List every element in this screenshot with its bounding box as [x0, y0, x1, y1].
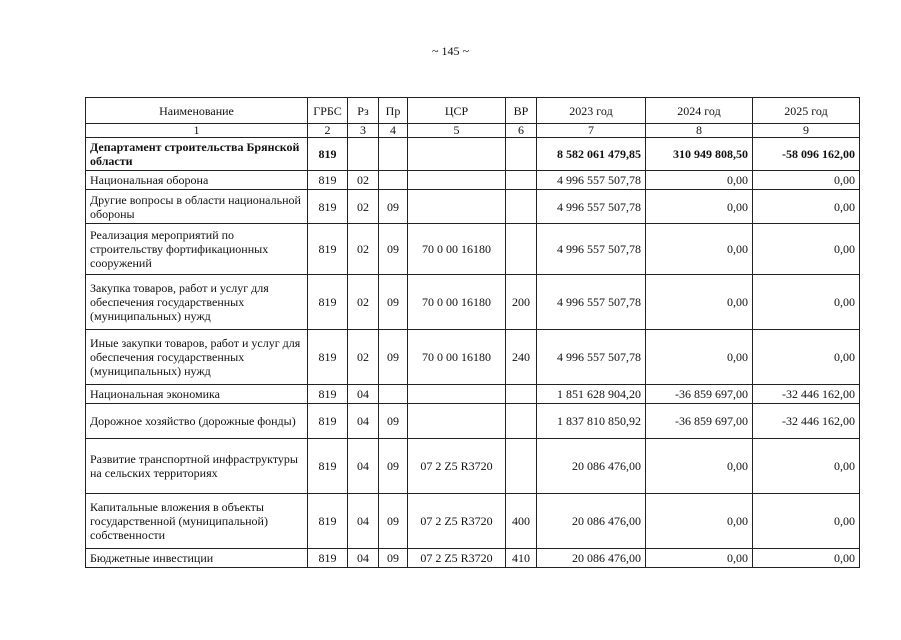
row-vr: 240	[506, 330, 537, 385]
row-pr: 09	[379, 494, 408, 549]
row-grbs: 819	[308, 224, 348, 275]
page-number: ~ 145 ~	[432, 44, 469, 58]
row-grbs: 819	[308, 171, 348, 190]
row-csr: 07 2 Z5 R3720	[408, 494, 506, 549]
table-row	[86, 385, 860, 404]
row-2025: 0,00	[753, 549, 860, 568]
row-rz: 02	[348, 224, 379, 275]
row-grbs: 819	[308, 190, 348, 224]
row-grbs: 819	[308, 330, 348, 385]
row-2023: 4 996 557 507,78	[537, 224, 646, 275]
col-header: ЦСР	[408, 98, 506, 124]
row-pr: 09	[379, 224, 408, 275]
row-2024: 0,00	[646, 224, 753, 275]
column-number: 2	[308, 124, 348, 138]
row-csr	[408, 385, 506, 404]
row-2023: 8 582 061 479,85	[537, 138, 646, 171]
row-2023: 4 996 557 507,78	[537, 275, 646, 330]
row-name: Национальная экономика	[86, 385, 308, 404]
row-grbs: 819	[308, 385, 348, 404]
row-vr: 200	[506, 275, 537, 330]
row-2023: 1 837 810 850,92	[537, 404, 646, 439]
row-2023: 4 996 557 507,78	[537, 190, 646, 224]
row-rz: 04	[348, 439, 379, 494]
table-row	[86, 275, 860, 330]
column-number: 4	[379, 124, 408, 138]
row-pr: 09	[379, 190, 408, 224]
row-csr: 07 2 Z5 R3720	[408, 439, 506, 494]
row-csr: 70 0 00 16180	[408, 275, 506, 330]
row-2025: -32 446 162,00	[753, 404, 860, 439]
row-2025: 0,00	[753, 494, 860, 549]
row-grbs: 819	[308, 404, 348, 439]
table-row	[86, 190, 860, 224]
row-name: Национальная оборона	[86, 171, 308, 190]
row-vr	[506, 385, 537, 404]
table-row	[86, 494, 860, 549]
row-2024: 0,00	[646, 549, 753, 568]
row-rz: 04	[348, 549, 379, 568]
row-rz: 02	[348, 330, 379, 385]
row-rz: 02	[348, 190, 379, 224]
row-2024: 0,00	[646, 494, 753, 549]
row-csr	[408, 138, 506, 171]
row-vr	[506, 439, 537, 494]
row-rz: 04	[348, 385, 379, 404]
row-rz: 04	[348, 404, 379, 439]
row-2023: 4 996 557 507,78	[537, 171, 646, 190]
row-pr	[379, 138, 408, 171]
row-csr	[408, 171, 506, 190]
row-2023: 4 996 557 507,78	[537, 330, 646, 385]
row-2024: 0,00	[646, 190, 753, 224]
column-number: 3	[348, 124, 379, 138]
row-2023: 20 086 476,00	[537, 494, 646, 549]
col-header: 2025 год	[753, 98, 860, 124]
row-pr: 09	[379, 330, 408, 385]
row-name: Другие вопросы в области национальной обороны	[86, 190, 308, 224]
row-2024: 310 949 808,50	[646, 138, 753, 171]
row-2025: -58 096 162,00	[753, 138, 860, 171]
row-grbs: 819	[308, 138, 348, 171]
row-csr	[408, 190, 506, 224]
row-pr: 09	[379, 404, 408, 439]
row-vr: 400	[506, 494, 537, 549]
row-vr	[506, 404, 537, 439]
row-pr: 09	[379, 439, 408, 494]
table-row	[86, 171, 860, 190]
row-pr	[379, 171, 408, 190]
row-vr	[506, 171, 537, 190]
row-2025: 0,00	[753, 275, 860, 330]
row-name: Закупка товаров, работ и услуг для обеспечения государственных (муниципальных) нужд	[86, 275, 308, 330]
row-2024: -36 859 697,00	[646, 404, 753, 439]
col-header: ВР	[506, 98, 537, 124]
row-rz: 02	[348, 171, 379, 190]
row-pr	[379, 385, 408, 404]
row-2024: 0,00	[646, 171, 753, 190]
row-name: Дорожное хозяйство (дорожные фонды)	[86, 404, 308, 439]
column-number: 7	[537, 124, 646, 138]
row-grbs: 819	[308, 439, 348, 494]
row-csr	[408, 404, 506, 439]
row-name: Реализация мероприятий по строительству фортификационных сооружений	[86, 224, 308, 275]
budget-table	[85, 97, 860, 568]
col-header: Наименование	[86, 98, 308, 124]
column-number: 5	[408, 124, 506, 138]
row-name: Департамент строительства Брянской области	[86, 138, 308, 171]
column-number: 9	[753, 124, 860, 138]
column-number: 6	[506, 124, 537, 138]
row-2023: 20 086 476,00	[537, 549, 646, 568]
row-grbs: 819	[308, 549, 348, 568]
row-2025: 0,00	[753, 330, 860, 385]
row-2024: 0,00	[646, 330, 753, 385]
row-rz: 02	[348, 275, 379, 330]
row-2024: 0,00	[646, 439, 753, 494]
row-rz: 04	[348, 494, 379, 549]
row-grbs: 819	[308, 494, 348, 549]
row-vr	[506, 190, 537, 224]
row-2025: 0,00	[753, 171, 860, 190]
row-2025: -32 446 162,00	[753, 385, 860, 404]
column-number-row	[86, 124, 860, 138]
col-header: Пр	[379, 98, 408, 124]
table-row	[86, 439, 860, 494]
table-row	[86, 330, 860, 385]
row-vr: 410	[506, 549, 537, 568]
row-2025: 0,00	[753, 224, 860, 275]
row-pr: 09	[379, 549, 408, 568]
col-header: 2023 год	[537, 98, 646, 124]
row-2025: 0,00	[753, 190, 860, 224]
row-2023: 1 851 628 904,20	[537, 385, 646, 404]
row-pr: 09	[379, 275, 408, 330]
row-grbs: 819	[308, 275, 348, 330]
column-number: 1	[86, 124, 308, 138]
table-row	[86, 224, 860, 275]
row-name: Развитие транспортной инфраструктуры на сельских территориях	[86, 439, 308, 494]
col-header: Рз	[348, 98, 379, 124]
row-name: Бюджетные инвестиции	[86, 549, 308, 568]
row-2023: 20 086 476,00	[537, 439, 646, 494]
row-vr	[506, 224, 537, 275]
row-rz	[348, 138, 379, 171]
row-2024: 0,00	[646, 275, 753, 330]
col-header: ГРБС	[308, 98, 348, 124]
row-csr: 07 2 Z5 R3720	[408, 549, 506, 568]
row-csr: 70 0 00 16180	[408, 330, 506, 385]
table-row	[86, 138, 860, 171]
header-row	[86, 98, 860, 124]
row-vr	[506, 138, 537, 171]
column-number: 8	[646, 124, 753, 138]
table-row	[86, 549, 860, 568]
row-2025: 0,00	[753, 439, 860, 494]
row-name: Иные закупки товаров, работ и услуг для обеспечения государственных (муниципальных) нужд	[86, 330, 308, 385]
col-header: 2024 год	[646, 98, 753, 124]
table-row	[86, 404, 860, 439]
row-name: Капитальные вложения в объекты государственной (муниципальной) собственности	[86, 494, 308, 549]
row-csr: 70 0 00 16180	[408, 224, 506, 275]
row-2024: -36 859 697,00	[646, 385, 753, 404]
